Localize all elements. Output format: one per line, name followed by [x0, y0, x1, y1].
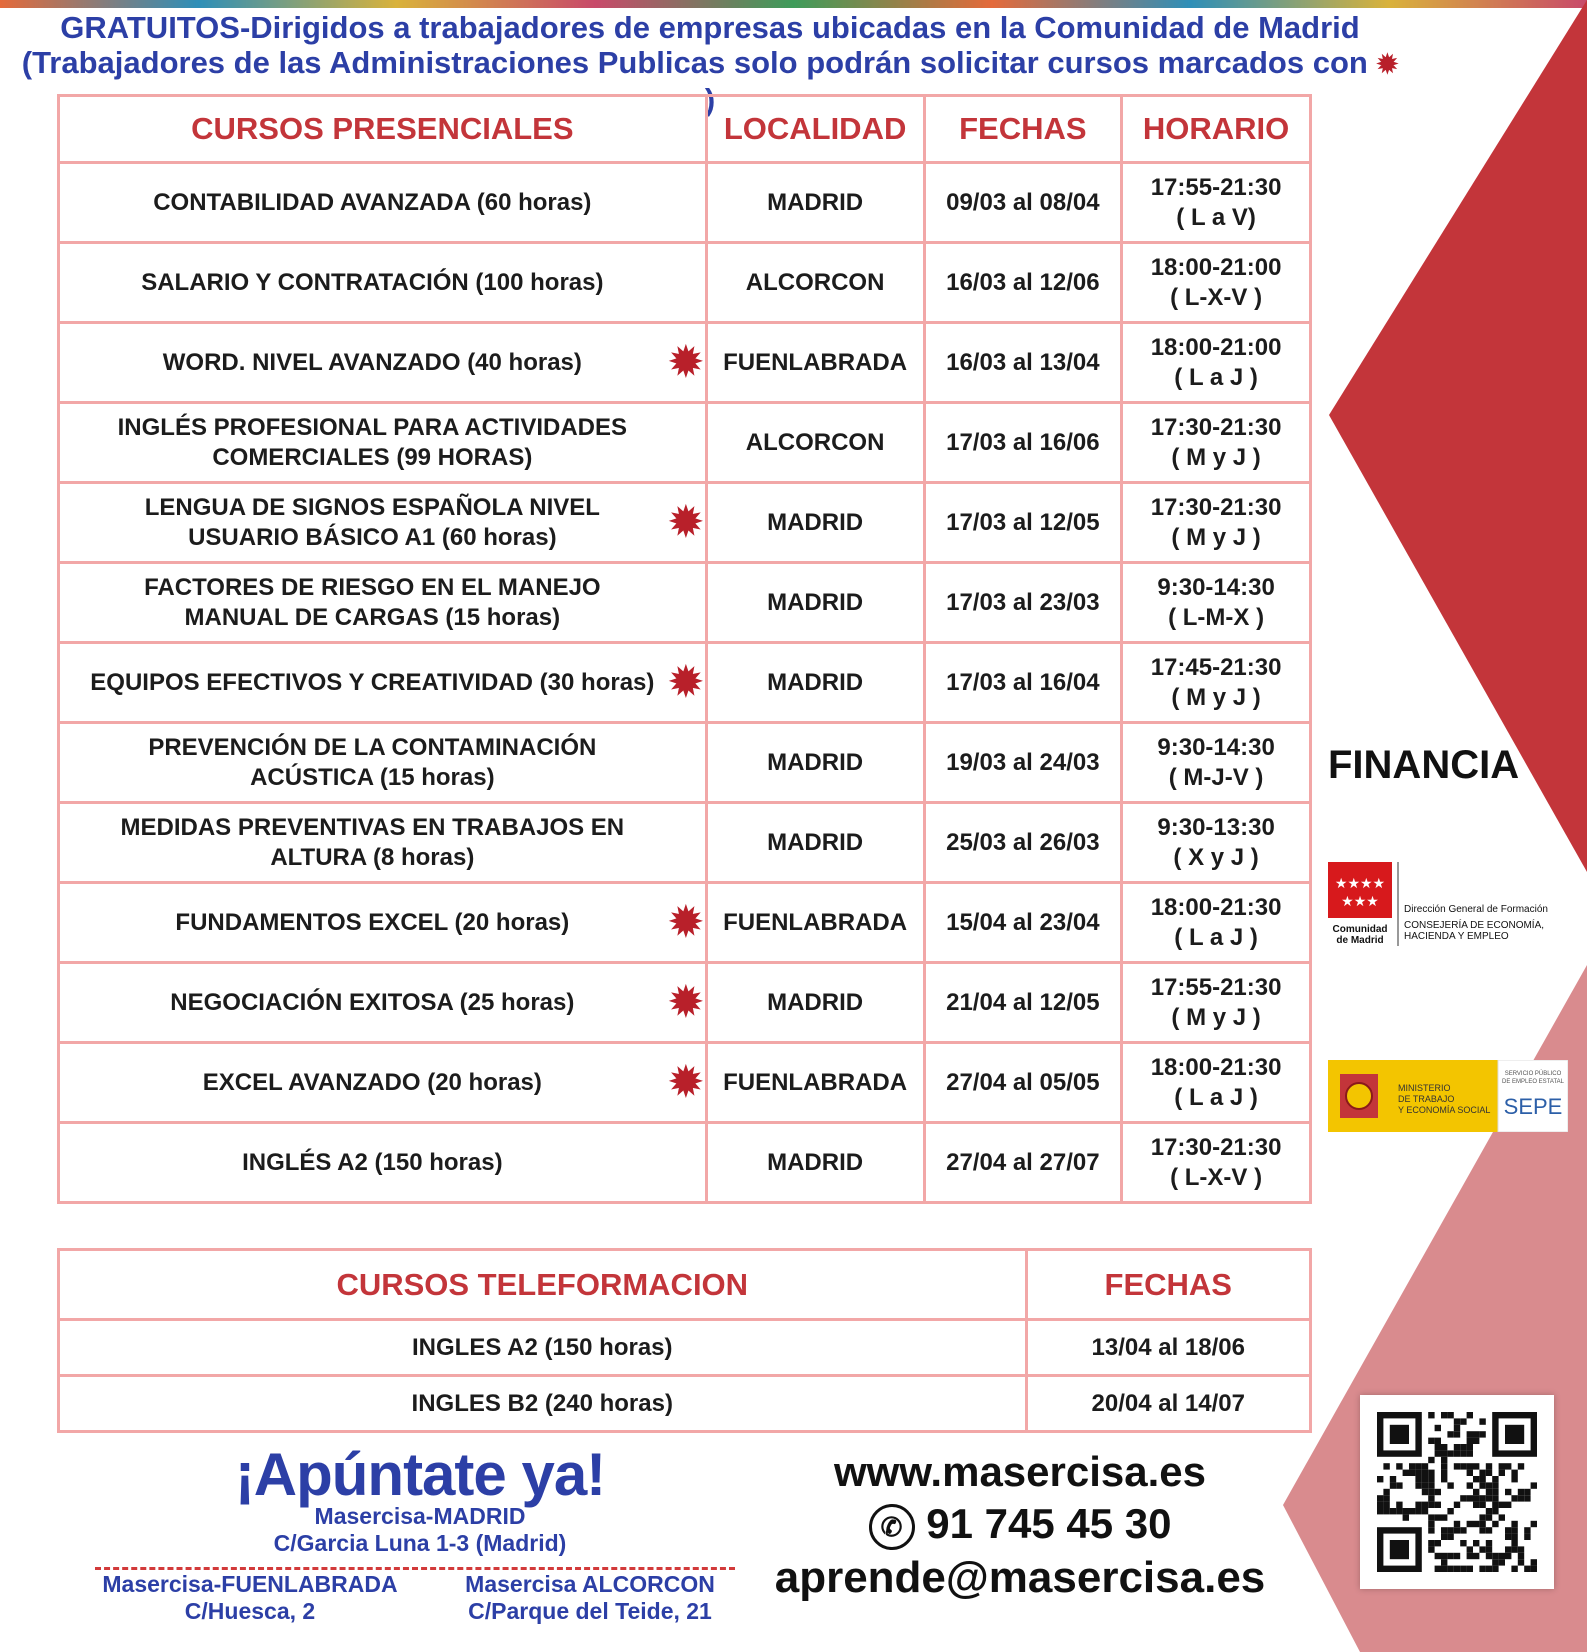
horario-days: ( L-X-V ): [1170, 283, 1263, 311]
course-horario: [1122, 1123, 1311, 1203]
course-fechas: 15/04 al 23/04: [924, 883, 1122, 963]
course-name: FACTORES DE RIESGO EN EL MANEJO MANUAL DE CARGAS (15 horas): [59, 563, 707, 643]
course-horario: [1122, 1043, 1311, 1123]
dashed-divider: [95, 1567, 735, 1570]
course-name: SALARIO Y CONTRATACIÓN (100 horas): [59, 243, 707, 323]
financia-label: FINANCIA: [1328, 743, 1520, 787]
course-horario: [1122, 963, 1311, 1043]
gear-icon: ✹: [669, 899, 703, 944]
table-row: [59, 723, 1311, 803]
qr-code-pattern: [1360, 1395, 1554, 1589]
course-horario: [1122, 243, 1311, 323]
course-fechas: 17/03 al 16/04: [924, 643, 1122, 723]
table-row: [59, 243, 1311, 323]
course-localidad: ALCORCON: [706, 403, 924, 483]
website-link[interactable]: www.masercisa.es: [833, 1448, 1206, 1495]
gear-icon: ✹: [669, 499, 703, 544]
course-fechas: 27/04 al 27/07: [924, 1123, 1122, 1203]
horario-hours: 17:30-21:30: [1150, 493, 1282, 521]
horario-days: ( L a J ): [1174, 923, 1258, 951]
course-localidad: FUENLABRADA: [706, 1043, 924, 1123]
course-localidad: MADRID: [706, 1123, 924, 1203]
table-row: [59, 1043, 1311, 1123]
svg-text:★★★: ★★★: [1341, 894, 1379, 910]
horario-hours: 18:00-21:30: [1150, 893, 1282, 921]
svg-text:DE EMPLEO ESTATAL: DE EMPLEO ESTATAL: [1501, 1079, 1565, 1085]
svg-text:MINISTERIO: MINISTERIO: [1398, 1083, 1451, 1093]
course-name: MEDIDAS PREVENTIVAS EN TRABAJOS EN ALTURA (8 horas): [59, 803, 707, 883]
course-horario: [1122, 483, 1311, 563]
horario-days: ( L-M-X ): [1168, 603, 1265, 631]
course-horario: [1122, 403, 1311, 483]
horario-days: ( L-X-V ): [1170, 1163, 1263, 1191]
horario-hours: 18:00-21:00: [1150, 253, 1282, 281]
course-name: INGLÉS A2 (150 horas): [59, 1123, 707, 1203]
fuenlabrada-name: Masercisa-FUENLABRADA: [102, 1571, 398, 1597]
course-name: INGLÉS PROFESIONAL PARA ACTIVIDADES COMERCIALES (99 HORAS): [59, 403, 707, 483]
madrid-name: Masercisa-MADRID: [314, 1503, 526, 1529]
course-name: FUNDAMENTOS EXCEL (20 horas) ✹: [59, 883, 707, 963]
svg-text:Y ECONOMÍA SOCIAL: Y ECONOMÍA SOCIAL: [1398, 1105, 1491, 1115]
phone-line[interactable]: [760, 1500, 1280, 1550]
svg-text:Comunidad: Comunidad: [1332, 924, 1388, 935]
header-fechas: FECHAS: [1026, 1250, 1310, 1320]
course-horario: [1122, 883, 1311, 963]
madrid-street: C/Garcia Luna 1-3 (Madrid): [273, 1530, 567, 1556]
horario-days: ( L a J ): [1174, 363, 1258, 391]
horario-days: ( M y J ): [1171, 1003, 1261, 1031]
table-row: [59, 483, 1311, 563]
header-fechas: FECHAS: [924, 96, 1122, 163]
course-name: CONTABILIDAD AVANZADA (60 horas): [59, 163, 707, 243]
course-fechas: 17/03 al 12/05: [924, 483, 1122, 563]
course-horario: [1122, 803, 1311, 883]
phone-icon: ✆: [869, 1504, 915, 1550]
horario-hours: 9:30-13:30: [1157, 813, 1275, 841]
course-fechas: 13/04 al 18/06: [1026, 1320, 1310, 1376]
course-fechas: 09/03 al 08/04: [924, 163, 1122, 243]
course-name: WORD. NIVEL AVANZADO (40 horas) ✹: [59, 323, 707, 403]
course-fechas: 16/03 al 12/06: [924, 243, 1122, 323]
table-header-row: [59, 96, 1311, 163]
course-fechas: 25/03 al 26/03: [924, 803, 1122, 883]
presencial-courses-table: [57, 94, 1312, 1204]
apuntate-heading: ¡Apúntate ya!: [234, 1441, 606, 1508]
svg-text:CONSEJERÍA DE ECONOMÍA,: CONSEJERÍA DE ECONOMÍA,: [1404, 920, 1545, 931]
svg-text:SERVICIO PÚBLICO: SERVICIO PÚBLICO: [1504, 1071, 1562, 1077]
header-line-2: (Trabajadores de las Administraciones Publicas solo podrán solicitar cursos marcados con ✹ ): [21, 45, 1399, 117]
horario-hours: 17:55-21:30: [1150, 973, 1282, 1001]
comunidad-madrid-logo: [1328, 862, 1568, 946]
horario-hours: 17:30-21:30: [1150, 413, 1282, 441]
gear-icon: ✹: [669, 339, 703, 384]
course-localidad: MADRID: [706, 483, 924, 563]
horario-days: ( M y J ): [1171, 443, 1261, 471]
course-name: EQUIPOS EFECTIVOS Y CREATIVIDAD (30 horas) ✹: [59, 643, 707, 723]
horario-days: ( M y J ): [1171, 683, 1261, 711]
course-name: PREVENCIÓN DE LA CONTAMINACIÓN ACÚSTICA (15 horas): [59, 723, 707, 803]
table-row: [59, 643, 1311, 723]
course-localidad: ALCORCON: [706, 243, 924, 323]
svg-text:HACIENDA Y EMPLEO: HACIENDA Y EMPLEO: [1404, 931, 1509, 942]
table-row: [59, 1123, 1311, 1203]
horario-hours: 18:00-21:30: [1150, 1053, 1282, 1081]
table-row: [59, 403, 1311, 483]
email-link[interactable]: aprende@masercisa.es: [774, 1553, 1266, 1602]
table-row: [59, 563, 1311, 643]
fuenlabrada-address: [90, 1571, 410, 1625]
course-localidad: MADRID: [706, 963, 924, 1043]
gear-icon: ✹: [669, 659, 703, 704]
alcorcon-street: C/Parque del Teide, 21: [468, 1598, 712, 1624]
svg-text:★★★★: ★★★★: [1334, 876, 1386, 892]
course-fechas: 21/04 al 12/05: [924, 963, 1122, 1043]
course-fechas: 17/03 al 23/03: [924, 563, 1122, 643]
fuenlabrada-street: C/Huesca, 2: [184, 1598, 316, 1624]
course-localidad: MADRID: [706, 723, 924, 803]
alcorcon-name: Masercisa ALCORCON: [465, 1571, 715, 1597]
qr-code[interactable]: [1360, 1395, 1554, 1589]
gear-icon: ✹: [1376, 49, 1399, 79]
svg-text:SEPE: SEPE: [1503, 1094, 1563, 1119]
course-name: LENGUA DE SIGNOS ESPAÑOLA NIVEL USUARIO BÁSICO A1 (60 horas) ✹: [59, 483, 707, 563]
course-name: INGLES B2 (240 horas): [59, 1376, 1027, 1432]
svg-text:de Madrid: de Madrid: [1336, 935, 1384, 946]
course-fechas: 17/03 al 16/06: [924, 403, 1122, 483]
course-localidad: MADRID: [706, 563, 924, 643]
table-row: [59, 803, 1311, 883]
course-localidad: FUENLABRADA: [706, 883, 924, 963]
table-row: [59, 1320, 1311, 1376]
course-name: INGLES A2 (150 horas): [59, 1320, 1027, 1376]
header-localidad: LOCALIDAD: [706, 96, 924, 163]
course-localidad: FUENLABRADA: [706, 323, 924, 403]
horario-hours: 18:00-21:00: [1150, 333, 1282, 361]
table-row: [59, 323, 1311, 403]
course-fechas: 16/03 al 13/04: [924, 323, 1122, 403]
horario-days: ( M y J ): [1171, 523, 1261, 551]
course-localidad: MADRID: [706, 163, 924, 243]
teleformacion-courses-table: [57, 1248, 1312, 1433]
course-fechas: 20/04 al 14/07: [1026, 1376, 1310, 1432]
horario-hours: 17:45-21:30: [1150, 653, 1282, 681]
table-row: [59, 883, 1311, 963]
course-name: NEGOCIACIÓN EXITOSA (25 horas) ✹: [59, 963, 707, 1043]
alcorcon-address: [440, 1571, 740, 1625]
svg-text:Dirección General de Formación: Dirección General de Formación: [1404, 904, 1548, 915]
gear-icon: ✹: [669, 979, 703, 1024]
course-horario: [1122, 323, 1311, 403]
ministerio-sepe-logo: [1328, 1060, 1568, 1132]
header-cursos-teleformacion: CURSOS TELEFORMACION: [59, 1250, 1027, 1320]
course-name: EXCEL AVANZADO (20 horas) ✹: [59, 1043, 707, 1123]
horario-hours: 17:30-21:30: [1150, 1133, 1282, 1161]
header-line-1: GRATUITOS-Dirigidos a trabajadores de empresas ubicadas en la Comunidad de Madrid: [60, 10, 1360, 45]
svg-text:DE TRABAJO: DE TRABAJO: [1398, 1094, 1455, 1104]
course-localidad: MADRID: [706, 643, 924, 723]
horario-days: ( M-J-V ): [1168, 763, 1264, 791]
table-row: [59, 163, 1311, 243]
course-fechas: 27/04 al 05/05: [924, 1043, 1122, 1123]
table-row: [59, 963, 1311, 1043]
header-cursos-presenciales: CURSOS PRESENCIALES: [59, 96, 707, 163]
header-horario: HORARIO: [1122, 96, 1311, 163]
course-localidad: MADRID: [706, 803, 924, 883]
madrid-address: [220, 1503, 620, 1557]
course-horario: [1122, 163, 1311, 243]
horario-hours: 9:30-14:30: [1157, 733, 1275, 761]
course-horario: [1122, 563, 1311, 643]
course-horario: [1122, 723, 1311, 803]
table-header-row: [59, 1250, 1311, 1320]
course-horario: [1122, 643, 1311, 723]
table-row: [59, 1376, 1311, 1432]
gear-icon: ✹: [669, 1059, 703, 1104]
horario-days: ( X y J ): [1173, 843, 1259, 871]
horario-days: ( L a V): [1176, 203, 1256, 231]
phone-number: 91 745 45 30: [926, 1500, 1172, 1547]
horario-days: ( L a J ): [1174, 1083, 1258, 1111]
course-fechas: 19/03 al 24/03: [924, 723, 1122, 803]
horario-hours: 9:30-14:30: [1157, 573, 1275, 601]
horario-hours: 17:55-21:30: [1150, 173, 1282, 201]
